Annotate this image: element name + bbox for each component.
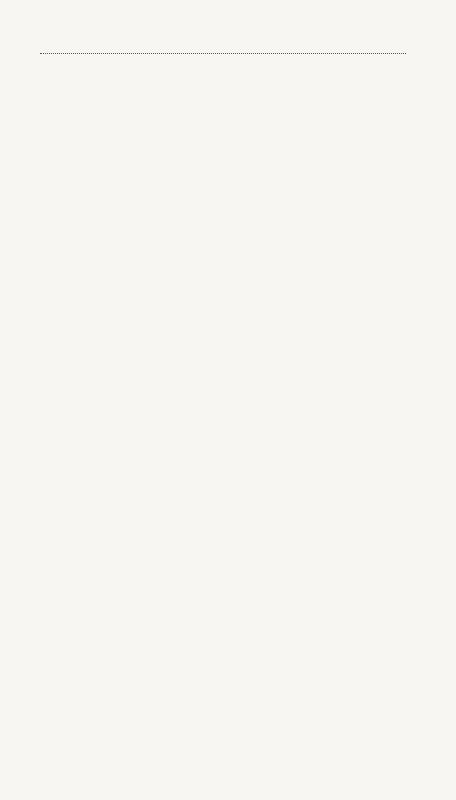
table-of-contents bbox=[37, 38, 433, 75]
section-heading bbox=[37, 56, 433, 75]
dot-leader bbox=[40, 53, 406, 54]
